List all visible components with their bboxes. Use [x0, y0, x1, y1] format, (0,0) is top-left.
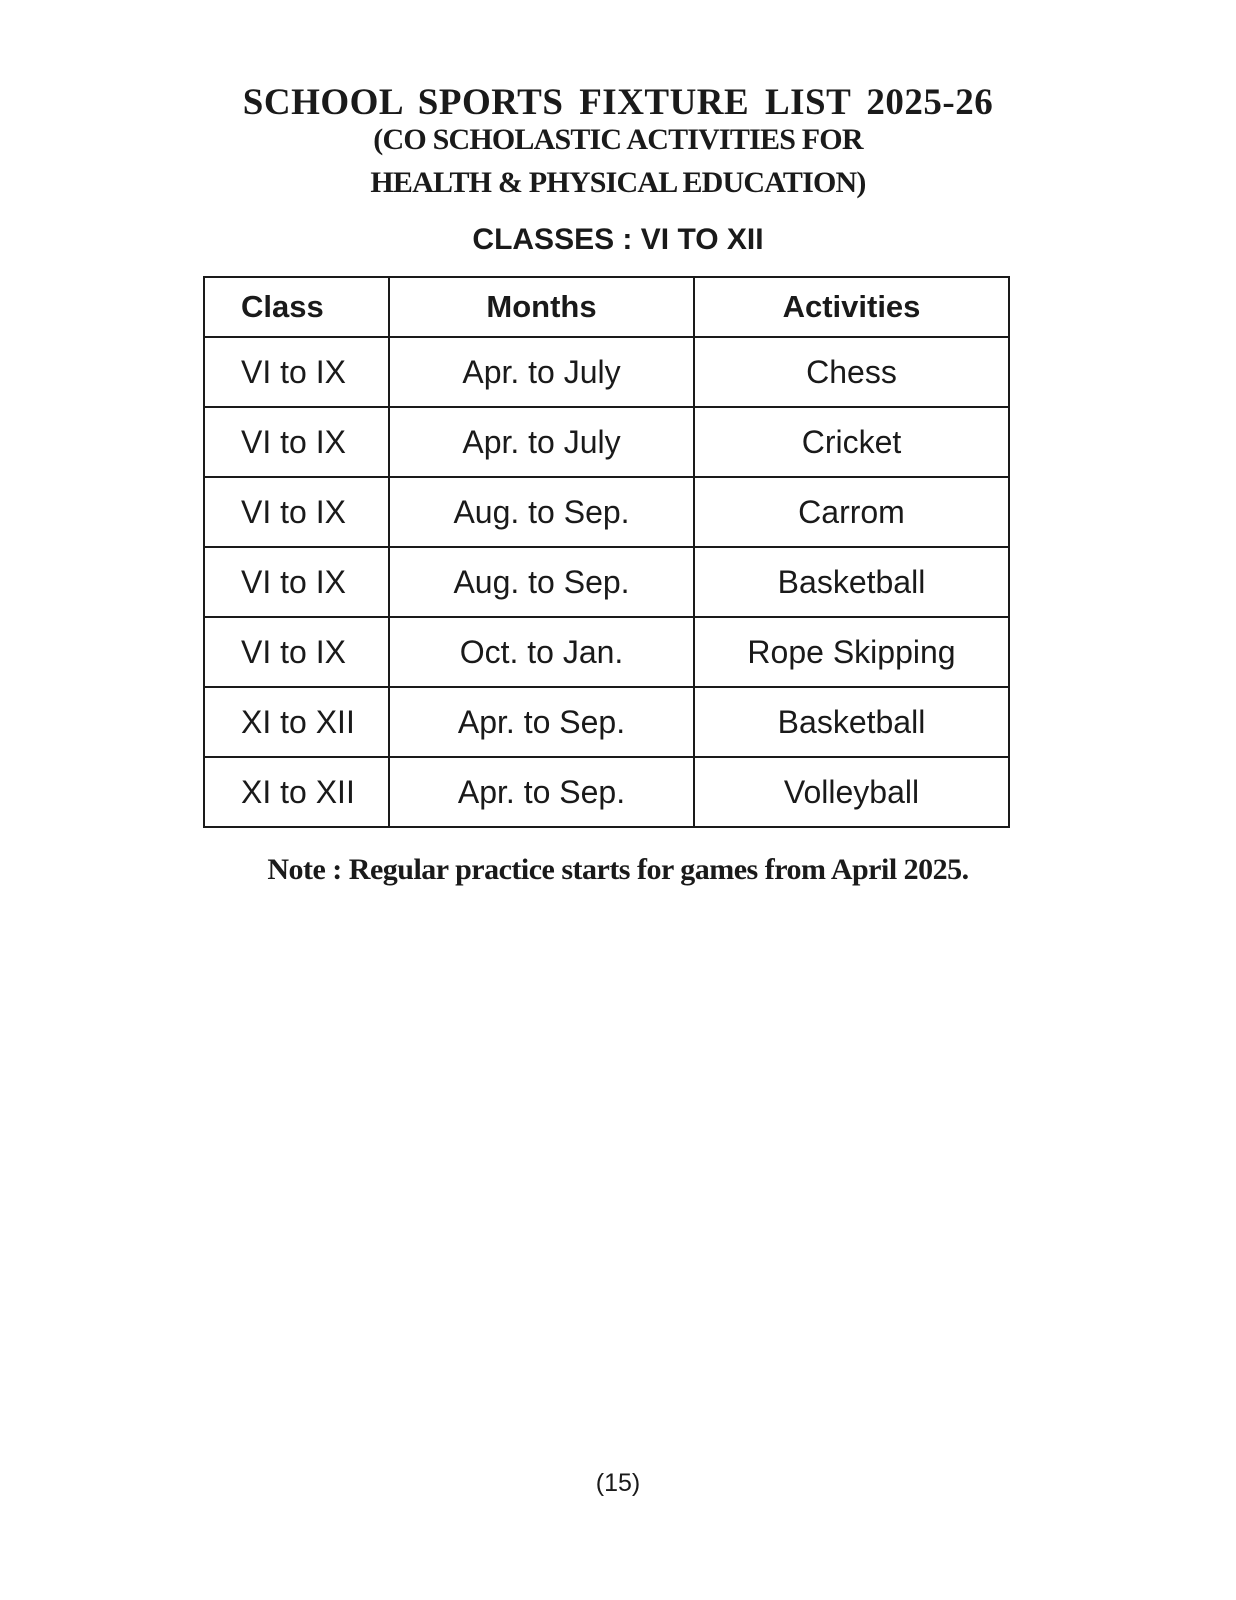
column-header-activities: Activities — [694, 277, 1009, 337]
cell-activity: Cricket — [694, 407, 1009, 477]
cell-months: Apr. to Sep. — [389, 757, 694, 827]
fixture-table — [203, 276, 1010, 828]
page-title: SCHOOL SPORTS FIXTURE LIST 2025-26 — [242, 82, 994, 123]
column-header-months: Months — [389, 277, 694, 337]
page-number: (15) — [595, 1469, 641, 1497]
cell-months: Aug. to Sep. — [389, 477, 694, 547]
cell-activity: Basketball — [694, 687, 1009, 757]
cell-activity: Rope Skipping — [694, 617, 1009, 687]
cell-class: VI to IX — [204, 337, 389, 407]
table-row — [204, 617, 1009, 687]
classes-heading: CLASSES : VI TO XII — [472, 223, 764, 256]
cell-months: Oct. to Jan. — [389, 617, 694, 687]
cell-activity: Volleyball — [694, 757, 1009, 827]
subtitle-line-1: (CO SCHOLASTIC ACTIVITIES FOR — [373, 123, 863, 156]
table-row — [204, 547, 1009, 617]
cell-activity: Chess — [694, 337, 1009, 407]
cell-class: VI to IX — [204, 407, 389, 477]
cell-class: XI to XII — [204, 687, 389, 757]
cell-class: VI to IX — [204, 617, 389, 687]
practice-note: Note : Regular practice starts for games from April 2025. — [267, 853, 969, 886]
cell-months: Aug. to Sep. — [389, 547, 694, 617]
cell-class: VI to IX — [204, 547, 389, 617]
table-header-row — [204, 277, 1009, 337]
table-row — [204, 757, 1009, 827]
subtitle-line-2: HEALTH & PHYSICAL EDUCATION) — [370, 166, 866, 199]
table-row — [204, 337, 1009, 407]
cell-months: Apr. to Sep. — [389, 687, 694, 757]
cell-activity: Carrom — [694, 477, 1009, 547]
cell-months: Apr. to July — [389, 407, 694, 477]
table-row — [204, 407, 1009, 477]
cell-activity: Basketball — [694, 547, 1009, 617]
cell-class: VI to IX — [204, 477, 389, 547]
cell-class: XI to XII — [204, 757, 389, 827]
table-row — [204, 687, 1009, 757]
table-row — [204, 477, 1009, 547]
cell-months: Apr. to July — [389, 337, 694, 407]
column-header-class: Class — [204, 277, 389, 337]
